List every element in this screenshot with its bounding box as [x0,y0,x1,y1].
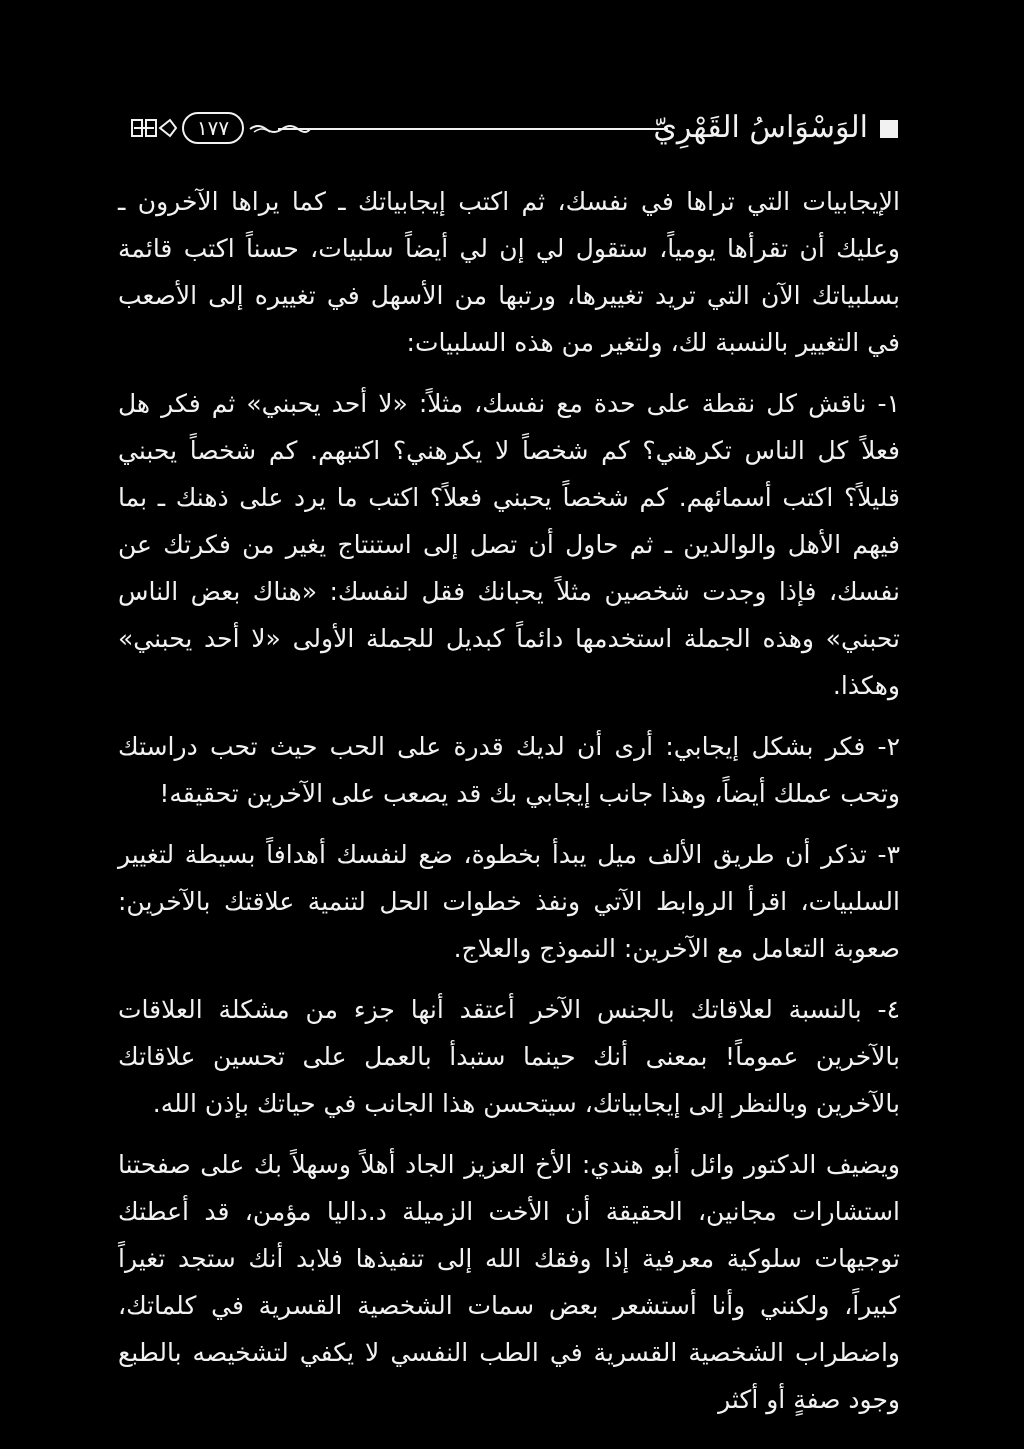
paragraph-point-1: ١- ناقش كل نقطة على حدة مع نفسك، مثلاً: «لا أحد يحبني» ثم فكر هل فعلاً كل الناس تكرهني؟ كم شخصاً لا يكرهني؟ اكتبهم. كم شخصاً يحبني قليلاً؟ اكتب أسمائهم. كم شخصاً يحبني فعلاً؟ اكتب ما يرد على ذهنك ـ بما فيهم الأهل والوالدين ـ ثم حاول أن تصل إلى استنتاج يغير من فكرتك عن نفسك، فإذا وجدت شخصين مثلاً يحبانك فقل لنفسك: «هناك بعض الناس تحبني» وهذه الجملة استخدمها دائماً كبديل للجملة الأولى «لا أحد يحبني» وهكذا. [118,389,900,700]
page-body [118,178,900,1437]
page-number: ١٧٧ [182,112,244,144]
paragraph-point-2: ٢- فكر بشكل إيجابي: أرى أن لديك قدرة على الحب حيث تحب دراستك وتحب عملك أيضاً، وهذا جانب إيجابي بك قد يصعب على الآخرين تحقيقه! [118,732,900,808]
running-title: الوَسْوَاسُ القَهْرِيّ [653,110,868,145]
flourish-icon [248,122,312,136]
header-rule [278,128,668,130]
paragraph-doctor-comment: ويضيف الدكتور وائل أبو هندي: الأخ العزيز الجاد أهلاً وسهلاً بك على صفحتنا استشارات مجانين، الحقيقة أن الأخت الزميلة د.داليا مؤمن، قد أعطتك توجيهات سلوكية معرفية إذا وفقك الله إلى تنفيذها فلابد أنك ستجد تغيراً كبيراً، ولكنني وأنا أستشعر بعض سمات الشخصية القسرية في كلماتك، واضطراب الشخصية القسرية في الطب النفسي لا يكفي لتشخيصه بالطبع وجود صفةٍ أو أكثر [118,1150,900,1414]
page-header [130,108,898,152]
paragraph-point-4: ٤- بالنسبة لعلاقاتك بالجنس الآخر أعتقد أنها جزء من مشكلة العلاقات بالآخرين عموماً! بمعنى أنك حينما ستبدأ بالعمل على تحسين علاقاتك بالآخرين وبالنظر إلى إيجابياتك، سيتحسن هذا الجانب في حياتك بإذن الله. [118,995,900,1118]
paragraph-point-3: ٣- تذكر أن طريق الألف ميل يبدأ بخطوة، ضع لنفسك أهدافاً بسيطة لتغيير السلبيات، اقرأ الروابط الآتي ونفذ خطوات الحل لتنمية علاقتك بالآخرين: صعوبة التعامل مع الآخرين: النموذج والعلاج. [118,840,900,963]
ornament-icon [130,116,178,140]
paragraph-intro: الإيجابيات التي تراها في نفسك، ثم اكتب إيجابياتك ـ كما يراها الآخرون ـ وعليك أن تقرأها يومياً، ستقول لي إن لي أيضاً سلبيات، حسناً اكتب قائمة بسلبياتك الآن التي تريد تغييرها، ورتبها من الأسهل في تغييره إلى الأصعب في التغيير بالنسبة لك، ولتغير من هذه السلبيات: [118,187,900,357]
header-square-icon [880,120,898,138]
